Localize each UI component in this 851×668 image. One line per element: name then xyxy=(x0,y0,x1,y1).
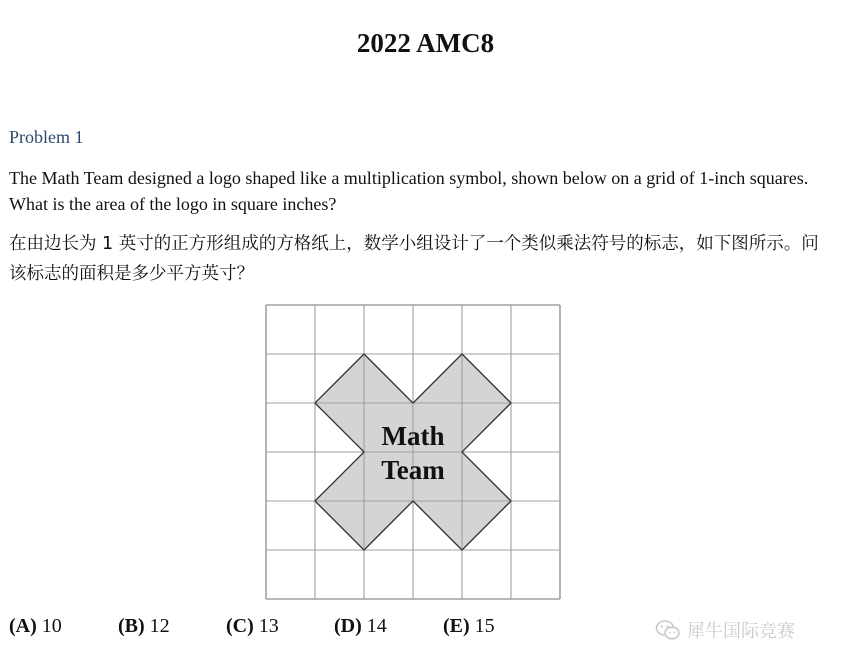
answer-letter: (C) xyxy=(226,615,254,637)
answer-value: 10 xyxy=(41,615,62,637)
answer-value: 15 xyxy=(474,615,495,637)
page-title: 2022 AMC8 xyxy=(356,28,495,58)
answer-letter: (E) xyxy=(443,615,470,637)
answer-letter: (A) xyxy=(9,615,37,637)
answer-choice-a[interactable] xyxy=(9,615,62,638)
problem-text-english: The Math Team designed a logo shaped like a multiplication symbol, shown below on a grid of 1-inch squares. What is the area of the logo in square inches? xyxy=(9,168,809,214)
watermark xyxy=(655,616,795,644)
logo-text-team: Team xyxy=(381,455,445,485)
answer-choice-e[interactable] xyxy=(443,615,495,638)
wechat-icon xyxy=(655,619,681,641)
watermark-text: 犀牛国际竞赛 xyxy=(687,621,795,642)
logo-figure xyxy=(264,303,564,608)
answer-choice-c[interactable] xyxy=(226,615,279,638)
answer-choice-b[interactable] xyxy=(118,615,170,638)
answer-value: 13 xyxy=(258,615,279,637)
logo-text-math: Math xyxy=(381,421,445,451)
problem-text-chinese: 在由边长为 1 英寸的正方形组成的方格纸上，数学小组设计了一个类似乘法符号的标志，如下图所示。问该标志的面积是多少平方英寸？ xyxy=(9,234,819,284)
answer-choice-d[interactable] xyxy=(334,615,387,638)
answer-letter: (B) xyxy=(118,615,145,637)
answer-value: 12 xyxy=(149,615,170,637)
answer-letter: (D) xyxy=(334,615,362,637)
answer-value: 14 xyxy=(366,615,387,637)
problem-label: Problem 1 xyxy=(9,127,84,147)
grid-diagram xyxy=(264,303,564,603)
